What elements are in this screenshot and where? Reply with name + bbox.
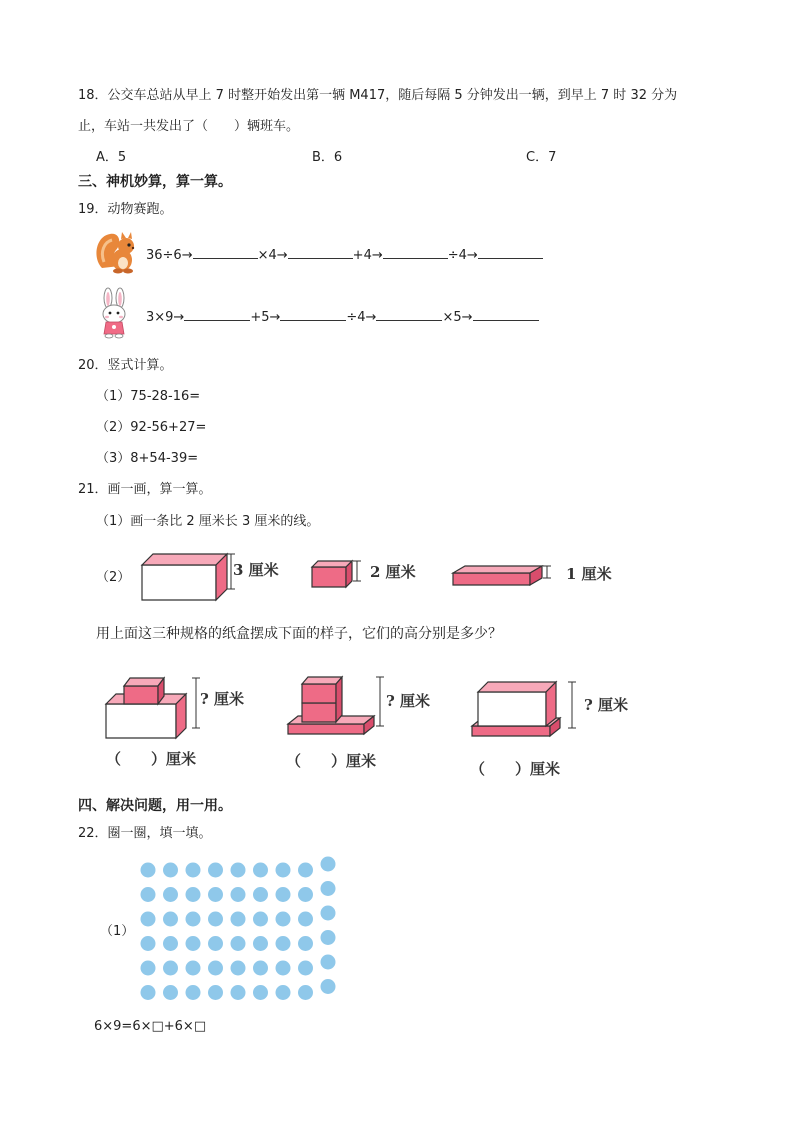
dot (253, 887, 268, 902)
dot (208, 887, 223, 902)
dot (253, 912, 268, 927)
answer-blank[interactable] (193, 246, 258, 259)
dot (163, 936, 178, 951)
dot (231, 912, 246, 927)
dot (298, 961, 313, 976)
q18-line2: 止，车站一共发出了（ ）辆班车。 (78, 119, 300, 134)
q20-item-3: （3）8+54-39= (96, 451, 199, 466)
dot (298, 936, 313, 951)
dot (276, 887, 291, 902)
stack-figure-2 (286, 672, 386, 744)
stack1-height-label: ? 厘米 (200, 690, 245, 708)
q19-row2-op2: ÷4→ (346, 310, 377, 325)
dot (186, 912, 201, 927)
dot (186, 936, 201, 951)
dot (163, 863, 178, 878)
dot (253, 985, 268, 1000)
stack3-height-label: ? 厘米 (584, 696, 629, 714)
q20-title: 20．竖式计算。 (78, 358, 173, 373)
dot (276, 985, 291, 1000)
dot (298, 912, 313, 927)
dot (141, 887, 156, 902)
q21-part1: （1）画一条比 2 厘米长 3 厘米的线。 (96, 514, 320, 529)
q22-title: 22．圈一圈，填一填。 (78, 826, 212, 841)
q21-title: 21．画一画，算一算。 (78, 482, 212, 497)
dot (186, 985, 201, 1000)
dot (163, 912, 178, 927)
stack3-answer[interactable]: （ ）厘米 (470, 760, 561, 778)
q19-row1-start: 36÷6→ (146, 248, 193, 263)
box-label-3cm: 3 厘米 (233, 561, 279, 579)
dot (141, 985, 156, 1000)
box-label-1cm: 1 厘米 (566, 565, 612, 583)
q18-option-b[interactable]: B．6 (312, 150, 343, 165)
q19-row2-op3: ×5→ (442, 310, 473, 325)
dot (253, 863, 268, 878)
q20-item-2: （2）92-56+27= (96, 420, 207, 435)
stack2-height-label: ? 厘米 (386, 692, 431, 710)
q18-line1: 18．公交车总站从早上 7 时整开始发出第一辆 M417，随后每隔 5 分钟发出一辆，到早上 7 时 32 分为 (78, 88, 678, 103)
answer-blank[interactable] (288, 246, 353, 259)
dot (141, 863, 156, 878)
q19-row1 (146, 246, 543, 263)
dot (276, 961, 291, 976)
dot (321, 955, 336, 970)
dot (163, 985, 178, 1000)
dot (253, 961, 268, 976)
answer-blank[interactable] (184, 308, 250, 321)
dot (231, 887, 246, 902)
dot (186, 887, 201, 902)
dot (208, 961, 223, 976)
stack2-answer[interactable]: （ ）厘米 (286, 752, 377, 770)
answer-blank[interactable] (376, 308, 442, 321)
answer-blank[interactable] (473, 308, 539, 321)
section3-title: 三、神机妙算，算一算。 (78, 174, 232, 190)
stack1-answer[interactable]: （ ）厘米 (106, 750, 197, 768)
dot (253, 936, 268, 951)
squirrel-icon (94, 228, 138, 274)
q18-option-c[interactable]: C．7 (526, 150, 557, 165)
q21-part2-label: （2） (96, 570, 131, 585)
dot (276, 863, 291, 878)
dot (321, 930, 336, 945)
dot (141, 912, 156, 927)
box-label-2cm: 2 厘米 (370, 563, 416, 581)
dot (298, 863, 313, 878)
dot (208, 985, 223, 1000)
answer-blank[interactable] (478, 246, 543, 259)
q19-title: 19．动物赛跑。 (78, 202, 173, 217)
q18-option-a[interactable]: A．5 (96, 150, 127, 165)
q19-row2 (146, 308, 539, 325)
q19-row2-start: 3×9→ (146, 310, 185, 325)
dot (208, 912, 223, 927)
answer-blank[interactable] (280, 308, 346, 321)
dot (298, 985, 313, 1000)
stack-figure-3 (470, 676, 586, 742)
dot (141, 936, 156, 951)
dot (163, 961, 178, 976)
dot (231, 985, 246, 1000)
dot (298, 887, 313, 902)
dot (186, 863, 201, 878)
dot (208, 863, 223, 878)
q19-row1-op3: ÷4→ (447, 248, 478, 263)
dot (231, 863, 246, 878)
dot (163, 887, 178, 902)
answer-blank[interactable] (383, 246, 448, 259)
q19-row1-op1: ×4→ (257, 248, 288, 263)
q19-row2-op1: +5→ (250, 310, 281, 325)
q22-equation: 6×9=6×□+6×□ (94, 1019, 207, 1034)
dot (276, 912, 291, 927)
dot (141, 961, 156, 976)
dot-grid[interactable] (138, 856, 340, 1000)
q21-question: 用上面这三种规格的纸盒摆成下面的样子，它们的高分别是多少？ (96, 626, 502, 642)
section4-title: 四、解决问题，用一用。 (78, 798, 232, 814)
dot (186, 961, 201, 976)
dot (208, 936, 223, 951)
stack-figure-1 (104, 672, 204, 744)
q19-row1-op2: +4→ (352, 248, 383, 263)
dot (321, 906, 336, 921)
dot (321, 857, 336, 872)
dot (231, 961, 246, 976)
rabbit-icon (96, 288, 132, 338)
dot (276, 936, 291, 951)
dot (231, 936, 246, 951)
dot (321, 881, 336, 896)
q22-part1-label: （1） (100, 924, 135, 939)
dot (321, 979, 336, 994)
q20-item-1: （1）75-28-16= (96, 389, 201, 404)
